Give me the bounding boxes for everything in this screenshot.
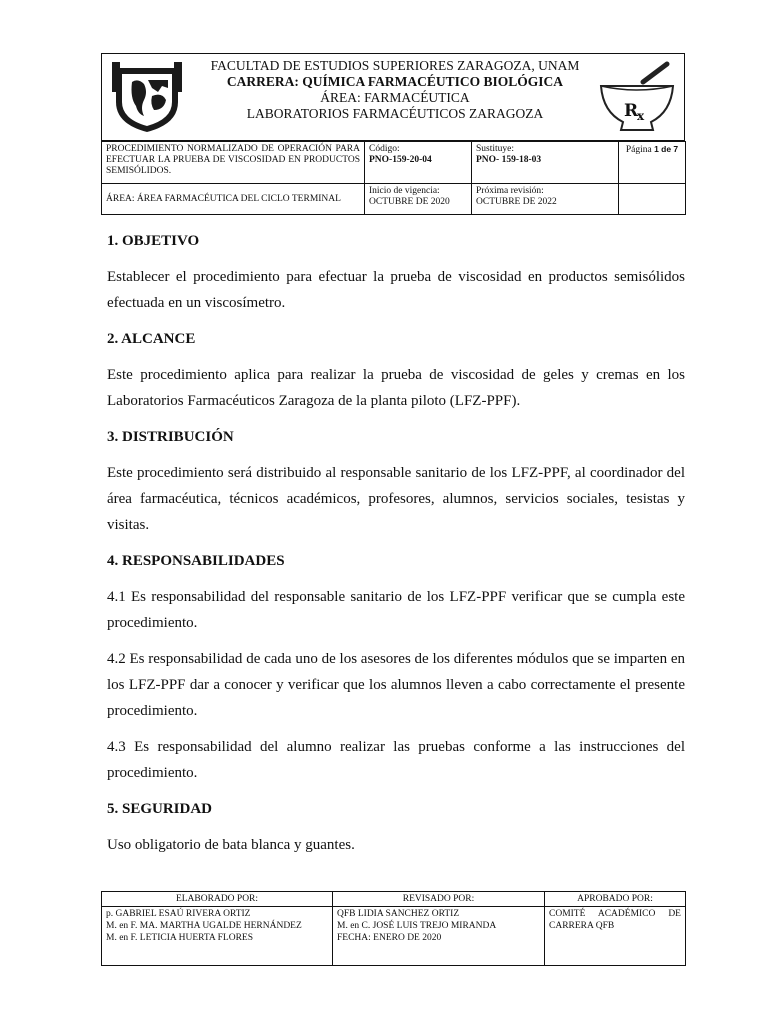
next-revision-cell bbox=[472, 184, 619, 215]
approved-committee: COMITÉ ACADÉMICO DE bbox=[549, 909, 681, 919]
reviewed-name: M. en C. JOSÉ LUIS TREJO MIRANDA bbox=[337, 921, 497, 931]
document-info-table bbox=[101, 141, 686, 215]
career-name: CARRERA: QUÍMICA FARMACÉUTICO BIOLÓGICA bbox=[226, 74, 564, 89]
elaborated-name: M. en F. MA. MARTHA UGALDE HERNÁNDEZ bbox=[106, 921, 302, 931]
responsibility-4-3: 4.3 Es responsabilidad del alumno realizar las pruebas conforme a las instrucciones del procedimiento. bbox=[107, 739, 685, 781]
elaborated-name: p. GABRIEL ESAÚ RIVERA ORTIZ bbox=[106, 909, 251, 919]
approved-names bbox=[545, 907, 686, 966]
section-objective-title: 1. OBJETIVO bbox=[107, 233, 200, 249]
page-number: 1 de 7 bbox=[654, 144, 679, 154]
area-name: ÁREA: FARMACÉUTICA bbox=[320, 90, 470, 105]
page-cell bbox=[619, 142, 686, 184]
approved-career: CARRERA QFB bbox=[549, 921, 615, 931]
start-label: Inicio de vigencia: bbox=[369, 186, 440, 196]
replaces-label: Sustituye: bbox=[476, 144, 515, 154]
reviewed-names bbox=[333, 907, 545, 966]
next-label: Próxima revisión: bbox=[476, 186, 544, 196]
section-responsibilities-title: 4. RESPONSABILIDADES bbox=[107, 553, 285, 569]
section-objective-text: Establecer el procedimiento para efectuar la prueba de viscosidad en productos semisólidos efectuada en un viscosímetro. bbox=[107, 269, 685, 311]
elaborated-header: ELABORADO POR: bbox=[102, 892, 333, 907]
review-date: FECHA: ENERO DE 2020 bbox=[337, 933, 442, 943]
approved-header: APROBADO POR: bbox=[545, 892, 686, 907]
section-safety-text: Uso obligatorio de bata blanca y guantes. bbox=[107, 837, 355, 853]
section-scope-title: 2. ALCANCE bbox=[107, 331, 196, 347]
responsibility-4-1: 4.1 Es responsabilidad del responsable sanitario de los LFZ-PPF verificar que se cumpla este procedimiento. bbox=[107, 589, 685, 631]
reviewed-header: REVISADO POR: bbox=[333, 892, 545, 907]
elaborated-names bbox=[102, 907, 333, 966]
code-label: Código: bbox=[369, 144, 400, 154]
elaborated-name: M. en F. LETICIA HUERTA FLORES bbox=[106, 933, 254, 943]
procedure-title-cell: PROCEDIMIENTO NORMALIZADO DE OPERACIÓN PARA EFECTUAR LA PRUEBA DE VISCOSIDAD EN PRODUCTOS SEMISÓLIDOS. bbox=[102, 142, 365, 184]
next-value: OCTUBRE DE 2022 bbox=[476, 197, 557, 207]
faculty-name: FACULTAD DE ESTUDIOS SUPERIORES ZARAGOZA, UNAM bbox=[210, 58, 580, 73]
replaces-value: PNO- 159-18-03 bbox=[476, 155, 542, 165]
unam-seal-icon bbox=[108, 58, 186, 136]
svg-text:R: R bbox=[624, 101, 639, 121]
page-label: Página bbox=[625, 145, 652, 155]
reviewed-name: QFB LIDIA SANCHEZ ORTIZ bbox=[337, 909, 460, 919]
svg-text:x: x bbox=[637, 109, 645, 123]
start-date-cell bbox=[365, 184, 472, 215]
start-value: OCTUBRE DE 2020 bbox=[369, 197, 450, 207]
laboratory-name: LABORATORIOS FARMACÉUTICOS ZARAGOZA bbox=[246, 106, 544, 121]
document-body bbox=[107, 228, 685, 868]
replaces-cell bbox=[472, 142, 619, 184]
empty-cell bbox=[619, 184, 686, 215]
code-cell bbox=[365, 142, 472, 184]
responsibility-4-2: 4.2 Es responsabilidad de cada uno de los asesores de los diferentes módulos que se imparten en los LFZ-PPF dar a conocer y verificar que los alumnos lleven a cabo correctamente el presente procedimiento. bbox=[107, 651, 685, 719]
code-value: PNO-159-20-04 bbox=[369, 155, 432, 165]
area-cell: ÁREA: ÁREA FARMACÉUTICA DEL CICLO TERMINAL bbox=[102, 184, 365, 215]
section-distribution-title: 3. DISTRIBUCIÓN bbox=[107, 429, 234, 445]
section-safety-title: 5. SEGURIDAD bbox=[107, 801, 213, 817]
section-distribution-text: Este procedimiento será distribuido al responsable sanitario de los LFZ-PPF, al coordinador del área farmacéutica, técnicos académicos, profesores, alumnos, servicios sociales, tesistas y visitas. bbox=[107, 465, 685, 533]
section-scope-text: Este procedimiento aplica para realizar la prueba de viscosidad de geles y cremas en los Laboratorios Farmacéuticos Zaragoza de la planta piloto (LFZ-PPF). bbox=[107, 367, 685, 409]
signature-table bbox=[101, 891, 686, 966]
institution-header bbox=[190, 58, 600, 122]
mortar-pestle-icon bbox=[597, 60, 677, 136]
